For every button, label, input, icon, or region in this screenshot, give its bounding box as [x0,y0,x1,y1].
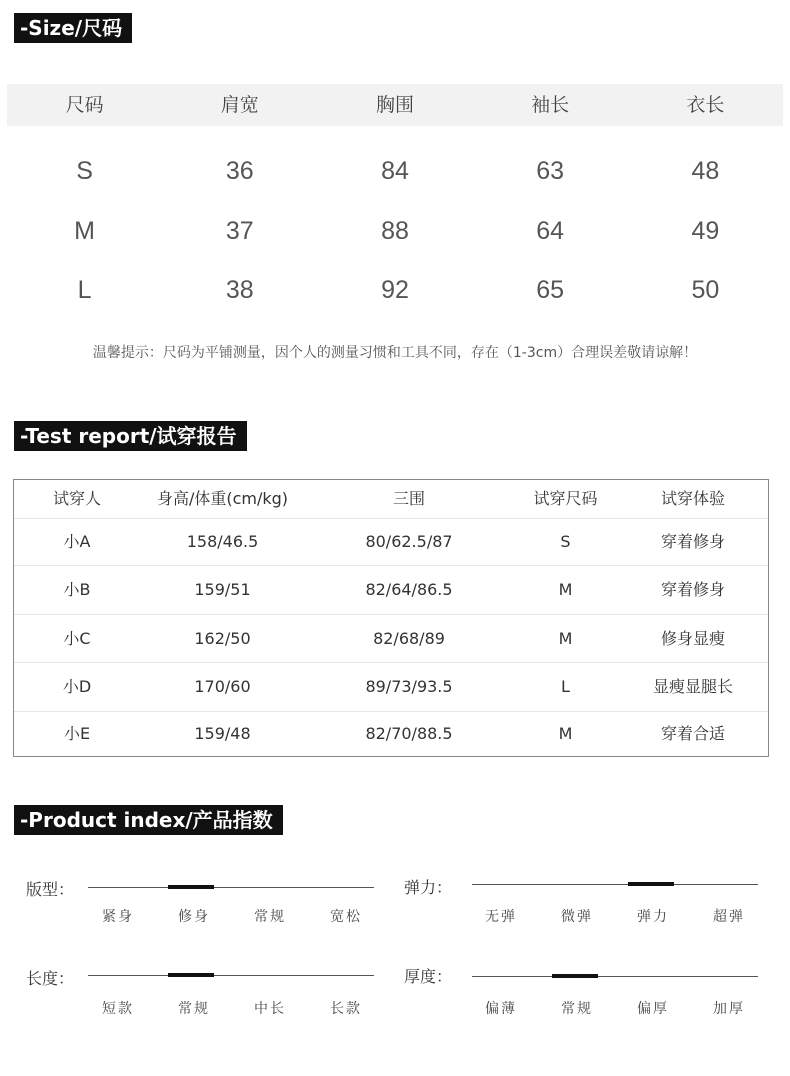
size-cell: M [74,217,95,245]
size-table-row [7,151,783,191]
report-cell: 小E [63,724,91,743]
report-row [14,519,768,565]
report-cell: 小D [62,677,92,696]
size-cell: 63 [536,157,565,185]
report-cell: L [561,677,570,696]
report-cell: 显瘦显腿长 [652,677,733,696]
thickness-option: 加厚 [713,1001,745,1017]
measurement-tip: 温馨提示：尺码为平铺测量，因个人的测量习惯和工具不同，存在（1-3cm）合理误差敬请谅解！ [92,345,698,361]
size-cell: 92 [381,276,409,304]
size-cell: 37 [225,217,254,245]
elasticity-option: 无弹 [485,909,517,925]
report-cell: 小A [63,532,91,551]
thickness-option: 偏薄 [485,1001,517,1017]
thickness-options [463,998,767,1018]
report-cell: M [558,580,573,599]
elasticity-label: 弹力： [404,878,453,897]
fit-options [80,906,384,926]
size-table-row [7,270,783,310]
thickness-scale-line [472,976,758,977]
report-row [14,663,768,711]
report-cell: 82/70/88.5 [365,724,453,743]
report-row [14,615,768,662]
elasticity-option: 弹力 [637,909,669,925]
report-cell: 170/60 [194,677,251,696]
elasticity-option: 超弹 [713,909,745,925]
size-cell: 50 [691,276,720,304]
report-cell: 小C [63,629,91,648]
report-header-cell: 三围 [392,489,425,508]
thickness-scale-marker [552,974,598,978]
length-option: 中长 [254,1001,286,1017]
report-cell: 159/51 [194,580,251,599]
report-row [14,712,768,756]
report-cell: 80/62.5/87 [365,532,453,551]
report-header-row [14,480,768,518]
size-cell: 65 [536,276,565,304]
size-cell: 36 [225,157,254,185]
size-cell: 84 [381,157,409,185]
fit-option: 宽松 [330,909,362,925]
size-header-cell: 衣长 [686,94,725,116]
fit-option: 常规 [254,909,286,925]
length-options [80,998,384,1018]
report-cell: 修身显瘦 [660,629,725,648]
report-header-cell: 试穿人 [52,489,101,508]
size-cell: S [76,157,93,185]
length-scale-line [88,975,374,976]
size-table-row [7,211,783,251]
size-header-cell: 胸围 [375,94,414,116]
length-scale-marker [168,973,214,977]
report-row [14,566,768,614]
thickness-label: 厚度： [404,967,453,986]
report-header-cell: 试穿尺码 [533,489,598,508]
size-section-title: -Size/尺码 [14,13,132,43]
report-cell: 穿着修身 [660,532,725,551]
fit-label: 版型： [26,880,75,899]
report-cell: M [558,629,573,648]
size-table-header [7,84,783,126]
fit-option: 修身 [178,909,210,925]
report-cell: 穿着合适 [660,724,725,743]
report-cell: 158/46.5 [186,532,259,551]
report-cell: 82/64/86.5 [365,580,453,599]
elasticity-scale-line [472,884,758,885]
report-cell: 小B [63,580,91,599]
length-label: 长度： [26,969,75,988]
report-cell: M [558,724,573,743]
elasticity-option: 微弹 [561,909,593,925]
fit-scale-line [88,887,374,888]
size-cell: 48 [691,157,720,185]
size-cell: L [77,276,92,304]
report-cell: 159/48 [194,724,251,743]
report-section-title: -Test report/试穿报告 [14,421,247,451]
size-cell: 88 [381,217,409,245]
report-cell: 89/73/93.5 [365,677,453,696]
thickness-option: 偏厚 [637,1001,669,1017]
report-cell: 穿着修身 [660,580,725,599]
length-option: 短款 [102,1001,134,1017]
report-header-cell: 试穿体验 [660,489,725,508]
length-option: 长款 [330,1001,362,1017]
size-cell: 38 [225,276,254,304]
size-header-cell: 尺码 [65,94,104,116]
elasticity-options [463,906,767,926]
test-report-table [13,479,769,757]
index-section-title: -Product index/产品指数 [14,805,283,835]
thickness-option: 常规 [561,1001,593,1017]
fit-option: 紧身 [102,909,134,925]
length-option: 常规 [178,1001,210,1017]
size-cell: 49 [691,217,720,245]
elasticity-scale-marker [628,882,674,886]
report-cell: 82/68/89 [373,629,445,648]
report-header-cell: 身高/体重(cm/kg) [156,489,289,508]
report-cell: 162/50 [194,629,251,648]
fit-scale-marker [168,885,214,889]
report-cell: S [560,532,571,551]
size-cell: 64 [536,217,565,245]
size-header-cell: 袖长 [531,94,570,116]
size-header-cell: 肩宽 [220,94,259,116]
